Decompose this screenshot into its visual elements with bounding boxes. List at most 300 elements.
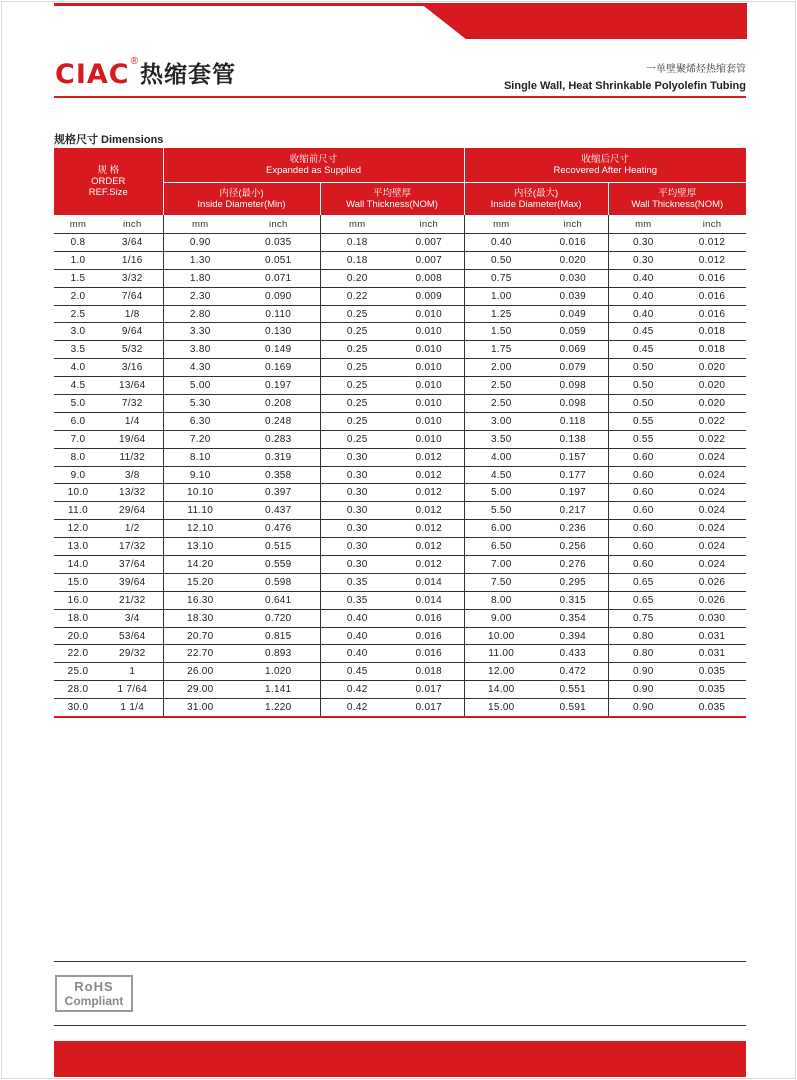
table-cell: 0.012	[394, 520, 464, 538]
table-cell: 13/64	[102, 377, 163, 395]
table-cell: 0.024	[678, 556, 746, 574]
table-cell: 0.010	[394, 341, 464, 359]
table-cell: 0.40	[320, 609, 394, 627]
table-cell: 30.0	[54, 699, 102, 717]
header-id-max	[464, 183, 608, 216]
table-cell: 4.5	[54, 377, 102, 395]
table-cell: 0.25	[320, 430, 394, 448]
table-row	[54, 699, 746, 717]
table-cell: 2.80	[163, 305, 237, 323]
table-cell: 0.007	[394, 234, 464, 252]
table-cell: 28.0	[54, 681, 102, 699]
table-cell: 0.039	[538, 287, 608, 305]
table-cell: 0.18	[320, 251, 394, 269]
table-cell: 1.00	[464, 287, 538, 305]
expanded-en-label: Expanded as Supplied	[265, 165, 362, 176]
table-cell: 13.0	[54, 538, 102, 556]
table-cell: 0.472	[538, 663, 608, 681]
table-cell: 0.598	[237, 573, 320, 591]
table-cell: 2.50	[464, 377, 538, 395]
table-cell: 0.90	[163, 234, 237, 252]
order-en-label: ORDER	[91, 176, 126, 187]
table-cell: 2.00	[464, 359, 538, 377]
table-cell: 11.0	[54, 502, 102, 520]
table-row	[54, 395, 746, 413]
table-row	[54, 502, 746, 520]
wall-recovered-cn-label: 平均壁厚	[658, 188, 697, 199]
table-cell: 7.50	[464, 573, 538, 591]
table-cell: 0.018	[678, 341, 746, 359]
table-cell: 6.0	[54, 412, 102, 430]
unit-cell: mm	[608, 215, 678, 234]
table-cell: 0.35	[320, 573, 394, 591]
table-row	[54, 681, 746, 699]
subtitle-cn: 一单壁聚烯烃热缩套管	[646, 64, 746, 75]
table-cell: 0.020	[678, 359, 746, 377]
table-row	[54, 448, 746, 466]
table-cell: 0.035	[678, 663, 746, 681]
table-cell: 0.30	[608, 234, 678, 252]
table-cell: 37/64	[102, 556, 163, 574]
table-cell: 0.8	[54, 234, 102, 252]
table-cell: 1.141	[237, 681, 320, 699]
header-wall-recovered	[608, 183, 746, 216]
table-cell: 0.80	[608, 627, 678, 645]
table-cell: 7.0	[54, 430, 102, 448]
table-cell: 0.024	[678, 502, 746, 520]
table-cell: 0.024	[678, 520, 746, 538]
table-cell: 8.00	[464, 591, 538, 609]
table-cell: 0.515	[237, 538, 320, 556]
table-cell: 18.30	[163, 609, 237, 627]
table-row	[54, 466, 746, 484]
table-cell: 0.197	[237, 377, 320, 395]
table-cell: 9.10	[163, 466, 237, 484]
table-cell: 1/2	[102, 520, 163, 538]
table-row	[54, 663, 746, 681]
table-cell: 0.035	[237, 234, 320, 252]
table-cell: 0.024	[678, 448, 746, 466]
table-cell: 1/16	[102, 251, 163, 269]
table-cell: 12.00	[464, 663, 538, 681]
wall-cn-label: 平均壁厚	[373, 188, 412, 199]
table-cell: 0.197	[538, 484, 608, 502]
table-cell: 0.60	[608, 448, 678, 466]
table-cell: 1.50	[464, 323, 538, 341]
table-row	[54, 556, 746, 574]
table-cell: 10.0	[54, 484, 102, 502]
table-cell: 4.0	[54, 359, 102, 377]
table-cell: 1 1/4	[102, 699, 163, 717]
table-cell: 1.5	[54, 269, 102, 287]
table-cell: 0.394	[538, 627, 608, 645]
unit-cell: inch	[394, 215, 464, 234]
table-cell: 0.049	[538, 305, 608, 323]
table-cell: 0.276	[538, 556, 608, 574]
unit-cell: mm	[54, 215, 102, 234]
table-cell: 15.20	[163, 573, 237, 591]
table-cell: 0.20	[320, 269, 394, 287]
id-max-cn-label: 内径(最大)	[513, 188, 559, 199]
section-title: 规格尺寸 Dimensions	[54, 134, 164, 146]
table-cell: 0.138	[538, 430, 608, 448]
table-cell: 0.720	[237, 609, 320, 627]
table-cell: 1.220	[237, 699, 320, 717]
table-cell: 0.30	[320, 484, 394, 502]
table-cell: 0.90	[608, 699, 678, 717]
table-cell: 0.75	[608, 609, 678, 627]
table-cell: 15.00	[464, 699, 538, 717]
table-cell: 0.010	[394, 430, 464, 448]
table-cell: 0.016	[394, 627, 464, 645]
table-cell: 9/64	[102, 323, 163, 341]
table-cell: 17/32	[102, 538, 163, 556]
table-cell: 0.031	[678, 627, 746, 645]
rohs-label: RoHS	[74, 979, 114, 994]
table-cell: 0.358	[237, 466, 320, 484]
table-cell: 0.283	[237, 430, 320, 448]
table-cell: 0.157	[538, 448, 608, 466]
table-cell: 3.0	[54, 323, 102, 341]
table-cell: 1 7/64	[102, 681, 163, 699]
table-cell: 0.169	[237, 359, 320, 377]
table-cell: 1.30	[163, 251, 237, 269]
table-cell: 0.149	[237, 341, 320, 359]
table-cell: 0.008	[394, 269, 464, 287]
table-cell: 5.0	[54, 395, 102, 413]
table-cell: 0.012	[394, 556, 464, 574]
unit-cell: inch	[678, 215, 746, 234]
table-cell: 0.30	[320, 466, 394, 484]
logo-product-cn: 热缩套管	[139, 62, 236, 88]
header-order-size	[54, 148, 163, 215]
table-cell: 11.10	[163, 502, 237, 520]
top-red-line	[54, 3, 454, 6]
table-cell: 3/8	[102, 466, 163, 484]
table-cell: 0.65	[608, 573, 678, 591]
table-row	[54, 305, 746, 323]
table-cell: 6.30	[163, 412, 237, 430]
table-cell: 0.50	[464, 251, 538, 269]
table-cell: 0.50	[608, 377, 678, 395]
unit-cell: inch	[102, 215, 163, 234]
table-cell: 0.010	[394, 377, 464, 395]
table-cell: 0.010	[394, 305, 464, 323]
table-row	[54, 234, 746, 252]
table-cell: 0.45	[608, 323, 678, 341]
table-cell: 0.354	[538, 609, 608, 627]
table-cell: 0.90	[608, 663, 678, 681]
table-cell: 0.026	[678, 573, 746, 591]
table-cell: 5.30	[163, 395, 237, 413]
table-cell: 0.069	[538, 341, 608, 359]
table-cell: 0.75	[464, 269, 538, 287]
id-min-en-label: Inside Diameter(Min)	[197, 199, 286, 210]
table-cell: 0.118	[538, 412, 608, 430]
table-cell: 18.0	[54, 609, 102, 627]
table-cell: 0.40	[320, 627, 394, 645]
table-cell: 5.00	[464, 484, 538, 502]
table-cell: 3.50	[464, 430, 538, 448]
table-row	[54, 287, 746, 305]
table-cell: 0.016	[678, 287, 746, 305]
table-cell: 0.559	[237, 556, 320, 574]
table-cell: 11.00	[464, 645, 538, 663]
table-cell: 22.0	[54, 645, 102, 663]
table-cell: 0.60	[608, 538, 678, 556]
table-cell: 0.035	[678, 681, 746, 699]
table-cell: 0.012	[678, 251, 746, 269]
table-cell: 20.70	[163, 627, 237, 645]
table-cell: 5/32	[102, 341, 163, 359]
table-cell: 19/64	[102, 430, 163, 448]
table-cell: 4.30	[163, 359, 237, 377]
table-cell: 0.25	[320, 377, 394, 395]
table-cell: 0.016	[394, 609, 464, 627]
table-cell: 0.024	[678, 466, 746, 484]
table-row	[54, 430, 746, 448]
table-cell: 4.00	[464, 448, 538, 466]
table-row	[54, 341, 746, 359]
table-cell: 8.10	[163, 448, 237, 466]
table-cell: 0.030	[678, 609, 746, 627]
top-banner	[0, 0, 797, 40]
table-cell: 1/8	[102, 305, 163, 323]
table-cell: 0.022	[678, 412, 746, 430]
header-recovered	[464, 148, 746, 183]
table-cell: 0.65	[608, 591, 678, 609]
table-cell: 21/32	[102, 591, 163, 609]
table-cell: 0.016	[678, 305, 746, 323]
recovered-en-label: Recovered After Heating	[553, 165, 658, 176]
table-cell: 0.25	[320, 395, 394, 413]
table-cell: 20.0	[54, 627, 102, 645]
table-cell: 0.012	[394, 448, 464, 466]
footer-divider-bottom	[54, 1025, 746, 1026]
table-cell: 0.130	[237, 323, 320, 341]
table-cell: 0.012	[394, 502, 464, 520]
table-cell: 0.30	[320, 538, 394, 556]
table-cell: 0.020	[678, 377, 746, 395]
table-cell: 0.014	[394, 573, 464, 591]
table-cell: 0.016	[394, 645, 464, 663]
table-cell: 0.315	[538, 591, 608, 609]
wall-recovered-en-label: Wall Thickness(NOM)	[631, 199, 724, 210]
table-cell: 0.236	[538, 520, 608, 538]
id-max-en-label: Inside Diameter(Max)	[490, 199, 582, 210]
table-cell: 0.098	[538, 377, 608, 395]
table-cell: 0.641	[237, 591, 320, 609]
table-row	[54, 645, 746, 663]
table-cell: 0.42	[320, 681, 394, 699]
table-cell: 0.90	[608, 681, 678, 699]
table-cell: 12.0	[54, 520, 102, 538]
table-cell: 2.50	[464, 395, 538, 413]
table-cell: 0.40	[608, 305, 678, 323]
table-cell: 0.010	[394, 323, 464, 341]
table-cell: 0.397	[237, 484, 320, 502]
table-cell: 7/64	[102, 287, 163, 305]
table-cell: 0.22	[320, 287, 394, 305]
table-cell: 0.433	[538, 645, 608, 663]
table-cell: 14.20	[163, 556, 237, 574]
table-cell: 3.30	[163, 323, 237, 341]
table-cell: 0.017	[394, 681, 464, 699]
table-cell: 1.75	[464, 341, 538, 359]
table-cell: 1.80	[163, 269, 237, 287]
table-row	[54, 520, 746, 538]
table-cell: 0.60	[608, 556, 678, 574]
expanded-cn-label: 收缩前尺寸	[289, 154, 338, 165]
table-cell: 4.50	[464, 466, 538, 484]
table-cell: 0.40	[608, 287, 678, 305]
table-cell: 3/16	[102, 359, 163, 377]
table-cell: 0.110	[237, 305, 320, 323]
table-cell: 2.30	[163, 287, 237, 305]
table-cell: 0.30	[320, 520, 394, 538]
table-cell: 0.18	[320, 234, 394, 252]
rohs-badge	[55, 975, 133, 1012]
table-cell: 29/32	[102, 645, 163, 663]
table-cell: 0.010	[394, 395, 464, 413]
footer-divider-top	[54, 961, 746, 962]
table-row	[54, 591, 746, 609]
table-cell: 0.60	[608, 484, 678, 502]
table-row	[54, 323, 746, 341]
table-cell: 0.551	[538, 681, 608, 699]
table-cell: 0.020	[678, 395, 746, 413]
table-cell: 0.45	[608, 341, 678, 359]
table-cell: 0.60	[608, 502, 678, 520]
rohs-compliant-label: Compliant	[64, 994, 124, 1008]
table-cell: 0.256	[538, 538, 608, 556]
table-cell: 0.007	[394, 251, 464, 269]
table-cell: 0.098	[538, 395, 608, 413]
unit-cell: mm	[163, 215, 237, 234]
registered-mark: ®	[130, 56, 138, 67]
table-cell: 0.031	[678, 645, 746, 663]
table-cell: 3.5	[54, 341, 102, 359]
dimensions-table	[54, 148, 746, 718]
header-subtitle	[504, 64, 746, 93]
table-cell: 0.35	[320, 591, 394, 609]
brand-logo	[55, 58, 236, 92]
table-cell: 0.30	[320, 502, 394, 520]
table-cell: 0.012	[678, 234, 746, 252]
table-cell: 5.50	[464, 502, 538, 520]
table-cell: 0.40	[320, 645, 394, 663]
table-cell: 0.012	[394, 538, 464, 556]
table-cell: 0.60	[608, 466, 678, 484]
table-cell: 1.020	[237, 663, 320, 681]
table-cell: 12.10	[163, 520, 237, 538]
table-cell: 14.00	[464, 681, 538, 699]
table-cell: 7.20	[163, 430, 237, 448]
table-row	[54, 269, 746, 287]
subtitle-en: Single Wall, Heat Shrinkable Polyolefin Tubing	[503, 80, 746, 92]
order-ref-label: REF.Size	[88, 187, 128, 198]
logo-text: CIAC	[55, 59, 130, 90]
table-row	[54, 609, 746, 627]
table-cell: 3/64	[102, 234, 163, 252]
table-cell: 53/64	[102, 627, 163, 645]
table-cell: 0.022	[678, 430, 746, 448]
table-cell: 0.177	[538, 466, 608, 484]
table-cell: 16.30	[163, 591, 237, 609]
table-cell: 0.010	[394, 412, 464, 430]
top-red-shape	[420, 3, 747, 39]
table-cell: 22.70	[163, 645, 237, 663]
table-cell: 13.10	[163, 538, 237, 556]
table-cell: 9.0	[54, 466, 102, 484]
table-cell: 29.00	[163, 681, 237, 699]
table-cell: 0.295	[538, 573, 608, 591]
table-cell: 6.00	[464, 520, 538, 538]
table-row	[54, 412, 746, 430]
table-row	[54, 627, 746, 645]
table-cell: 0.45	[320, 663, 394, 681]
table-cell: 0.42	[320, 699, 394, 717]
table-cell: 29/64	[102, 502, 163, 520]
table-cell: 0.009	[394, 287, 464, 305]
table-cell: 0.248	[237, 412, 320, 430]
header-id-min	[163, 183, 320, 216]
table-cell: 0.55	[608, 430, 678, 448]
table-cell: 16.0	[54, 591, 102, 609]
header-divider	[54, 96, 746, 98]
table-cell: 25.0	[54, 663, 102, 681]
table-cell: 14.0	[54, 556, 102, 574]
table-cell: 0.25	[320, 305, 394, 323]
recovered-cn-label: 收缩后尺寸	[581, 154, 630, 165]
table-cell: 0.090	[237, 287, 320, 305]
table-cell: 3/4	[102, 609, 163, 627]
table-row	[54, 484, 746, 502]
table-cell: 6.50	[464, 538, 538, 556]
table-cell: 5.00	[163, 377, 237, 395]
unit-cell: mm	[464, 215, 538, 234]
table-cell: 0.437	[237, 502, 320, 520]
units-row	[54, 215, 746, 234]
table-cell: 0.026	[678, 591, 746, 609]
table-cell: 0.010	[394, 359, 464, 377]
table-row	[54, 538, 746, 556]
table-cell: 0.815	[237, 627, 320, 645]
table-cell: 0.591	[538, 699, 608, 717]
table-row	[54, 359, 746, 377]
table-cell: 0.30	[608, 251, 678, 269]
table-cell: 0.051	[237, 251, 320, 269]
table-cell: 0.25	[320, 359, 394, 377]
table-cell: 2.5	[54, 305, 102, 323]
table-row	[54, 573, 746, 591]
table-cell: 0.035	[678, 699, 746, 717]
unit-cell: inch	[538, 215, 608, 234]
order-cn-label: 规 格	[97, 165, 120, 176]
table-cell: 26.00	[163, 663, 237, 681]
table-row	[54, 251, 746, 269]
table-cell: 0.018	[394, 663, 464, 681]
table-cell: 0.25	[320, 323, 394, 341]
table-cell: 0.25	[320, 341, 394, 359]
table-cell: 0.217	[538, 502, 608, 520]
table-cell: 0.40	[464, 234, 538, 252]
unit-cell: inch	[237, 215, 320, 234]
table-cell: 1.0	[54, 251, 102, 269]
table-cell: 0.020	[538, 251, 608, 269]
table-cell: 13/32	[102, 484, 163, 502]
table-cell: 1	[102, 663, 163, 681]
